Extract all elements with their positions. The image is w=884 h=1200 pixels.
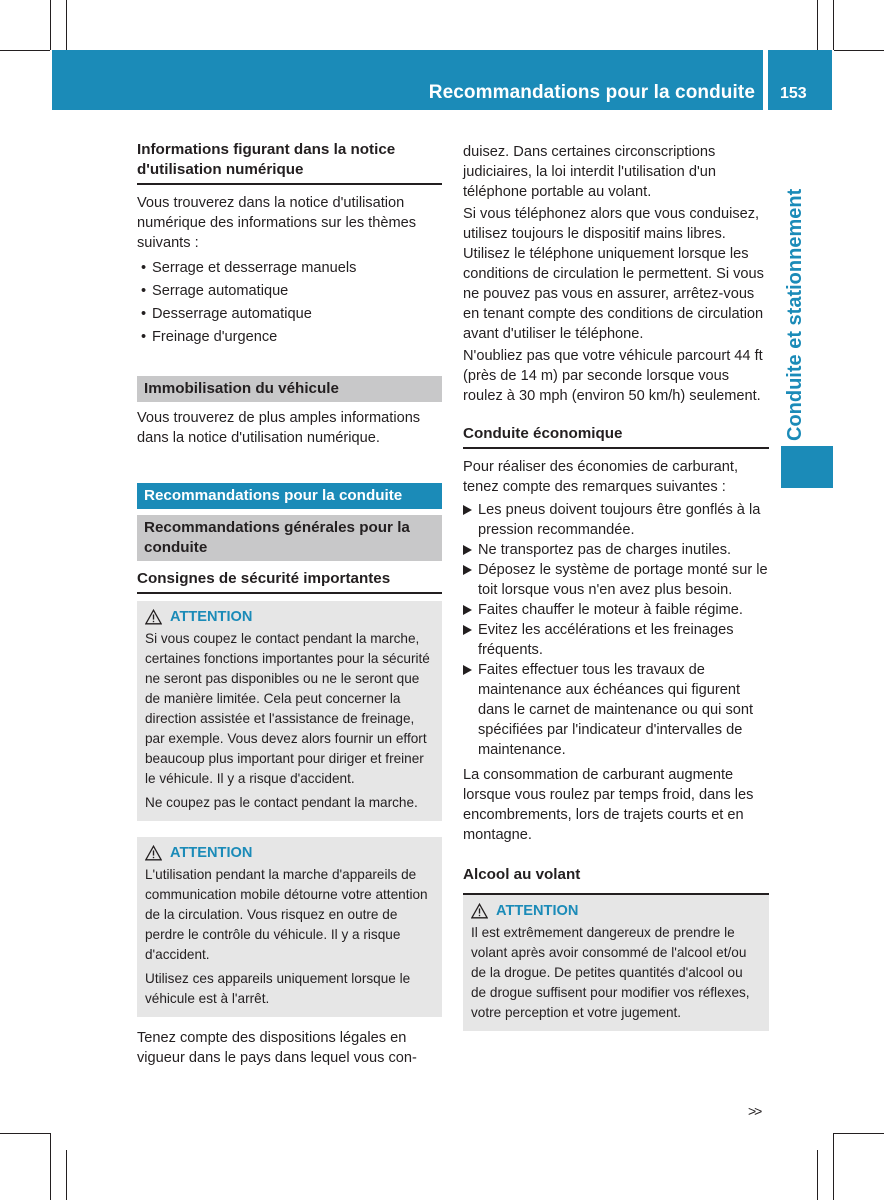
crop-mark [0,50,50,51]
warning-text: Si vous coupez le contact pendant la marche, certaines fonctions importantes pour la sécurité ne seront pas disponibles ou ne le seront que de manière limitée. Cela peut concerner la direction assistée et l'assistance de freinage, par exemple. Vous devez alors fournir un effort beaucoup plus important pour diriger et freiner le véhicule. Il y a risque d'accident. [145,631,430,786]
list-item-text: Faites effectuer tous les travaux de maintenance aux échéances qui figurent dans le carnet de maintenance ou qui sont spécifiées par l'indicateur d'intervalles de maintenance. [478,662,754,758]
section-heading: Immobilisation du véhicule [137,376,442,402]
section-heading: Informations figurant dans la notice d'utilisation numérique [137,140,442,185]
paragraph: La consommation de carburant augmente lorsque vous roulez par temps froid, dans les encombrements, lors de trajets courts et en montagne. [463,767,754,843]
side-chapter-tab [781,446,833,488]
list-item: • Freinage d'urgence [137,327,442,347]
crop-mark [50,1133,51,1200]
paragraph: duisez. Dans certaines circonscriptions judiciaires, la loi interdit l'utilisation d'un téléphone portable au volant. [463,144,716,200]
subsection-heading: Recommandations générales pour la conduite [137,515,442,561]
warning-title [145,843,434,863]
arrow-right-icon [463,625,472,635]
arrow-right-icon [463,665,472,675]
warning-triangle-icon [471,903,488,919]
section-heading: Conduite économique [463,424,769,449]
arrow-list [463,500,769,760]
crop-mark [833,0,834,50]
side-chapter-title: Conduite et stationnement [784,188,806,441]
crop-mark [817,0,818,50]
warning-box [137,837,442,1017]
crop-mark [66,0,67,50]
paragraph: Tenez compte des dispositions légales en vigueur dans le pays dans lequel vous con- [137,1030,417,1066]
bullet-list [137,258,442,347]
header-bar [52,50,763,110]
section-heading: Recommandations pour la conduite [137,483,442,509]
crop-mark [834,50,884,51]
crop-mark [66,1150,67,1200]
arrow-right-icon [463,605,472,615]
paragraph: Si vous téléphonez alors que vous conduisez, utilisez toujours le dispositif mains libres. Utilisez le téléphone uniquement lorsque les conditions de circulation le permettent. Si vous ne pouvez pas vous en assurer, arrêtez-vous en tenant compte des conditions de circulation avant d'utiliser le téléphone. [463,206,764,342]
list-item-text: Les pneus doivent toujours être gonflés à la pression recommandée. [478,502,761,538]
list-item: • Serrage automatique [137,281,442,301]
warning-text: Ne coupez pas le contact pendant la marche. [145,795,418,810]
crop-mark [833,1133,834,1200]
arrow-right-icon [463,505,472,515]
arrow-right-icon [463,545,472,555]
paragraph: N'oubliez pas que votre véhicule parcourt 44 ft (près de 14 m) par seconde lorsque vous roulez à 30 mph (environ 50 km/h) seulement. [463,348,763,404]
list-item [463,600,769,620]
warning-text: Utilisez ces appareils uniquement lorsque le véhicule est à l'arrêt. [145,971,411,1006]
crop-mark [834,1133,884,1134]
page-number-box [768,50,832,110]
list-item [463,500,769,540]
crop-mark [50,0,51,50]
list-item: • Desserrage automatique [137,304,442,324]
warning-text: L'utilisation pendant la marche d'appareils de communication mobile détourne votre attention de la circulation. Vous risquez en outre de perdre le contrôle du véhicule. Il y a risque d'accident. [145,867,428,962]
crop-mark [817,1150,818,1200]
list-item-text: Déposez le système de portage monté sur le toit lorsque vous n'en avez plus besoin. [478,562,768,598]
list-item [463,540,769,560]
arrow-right-icon [463,565,472,575]
list-item: • Serrage et desserrage manuels [137,258,442,278]
warning-box [137,601,442,821]
header-title: Recommandations pour la conduite [428,82,755,103]
crop-mark [0,1133,50,1134]
paragraph: Pour réaliser des économies de carburant, tenez compte des remarques suivantes : [463,459,738,495]
list-item [463,560,769,600]
list-item [463,660,769,760]
section-heading: Alcool au volant [463,866,581,883]
warning-box [463,893,769,1031]
list-item [463,620,769,660]
paragraph: Vous trouverez de plus amples informations dans la notice d'utilisation numérique. [137,410,421,446]
left-column [137,140,442,1068]
right-column [463,142,769,1031]
paragraph: Vous trouverez dans la notice d'utilisation numérique des informations sur les thèmes suivants : [137,195,417,251]
warning-title-text: ATTENTION [170,845,253,861]
warning-text: Il est extrêmement dangereux de prendre le volant après avoir consommé de l'alcool et/ou de la drogue. De petites quantités d'alcool ou de drogue suffisent pour modifier vos réflexes, votre perception et votre jugement. [471,925,750,1020]
continue-marker: >> [748,1103,761,1119]
list-item-text: Ne transportez pas de charges inutiles. [478,542,732,558]
warning-title-text: ATTENTION [170,609,253,625]
page-number: 153 [780,85,807,102]
section-heading: Consignes de sécurité importantes [137,569,442,594]
warning-title [145,607,434,627]
warning-title-text: ATTENTION [496,903,579,919]
list-item-text: Faites chauffer le moteur à faible régime. [478,602,743,618]
list-item-text: Evitez les accélérations et les freinages fréquents. [478,622,734,658]
warning-triangle-icon [145,845,162,861]
warning-triangle-icon [145,609,162,625]
warning-title [471,901,761,921]
